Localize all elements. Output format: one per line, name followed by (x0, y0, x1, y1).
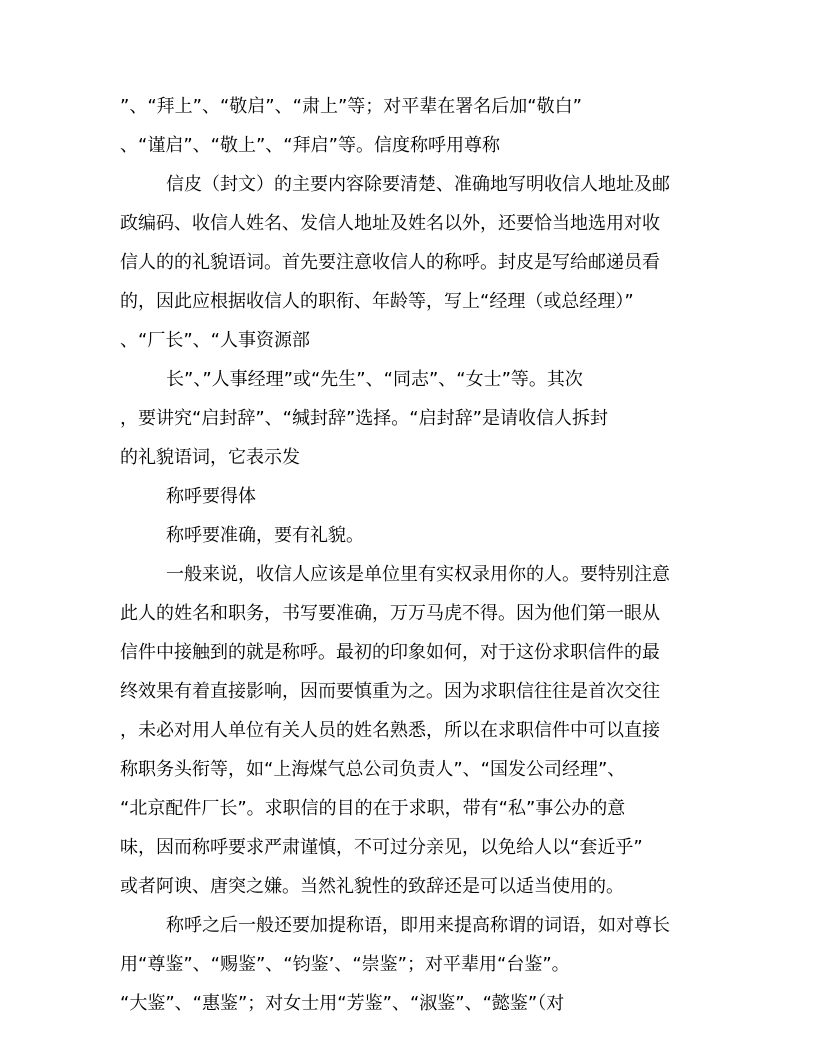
text-line: ”、“拜上”、“敬启”、“肃上”等；对平辈在署名后加“敬白” (120, 96, 582, 117)
text-line: 的，因此应根据收信人的职衔、年龄等，写上“经理（或总经理）” (120, 291, 634, 312)
text-line: “北京配件厂长”。求职信的目的在于求职，带有“私”事公办的意 (120, 798, 626, 819)
text-line: 的礼貌语词，它表示发 (120, 447, 300, 468)
text-line: 味，因而称呼要求严肃谨慎，不可过分亲见，以免给人以“套近乎” (120, 837, 643, 858)
text-line: 此人的姓名和职务，书写要准确，万万马虎不得。因为他们第一眼从 (120, 603, 660, 624)
paragraph-start-line: 长”、”人事经理”或“先生”、“同志”、“女士”等。其次 (166, 369, 583, 390)
paragraph-start-line: 信皮（封文）的主要内容除要清楚、准确地写明收信人地址及邮 (166, 174, 670, 195)
text-line: 政编码、收信人姓名、发信人地址及姓名以外，还要恰当地选用对收 (120, 213, 660, 234)
text-line: “大鉴”、“惠鉴”；对女士用“芳鉴”、“淑鉴”、“懿鉴”（对 (120, 993, 565, 1014)
text-line: ，要讲究“启封辞”、“缄封辞”选择。“启封辞”是请收信人拆封 (120, 408, 608, 429)
text-line: 终效果有着直接影响，因而要慎重为之。因为求职信往往是首次交往 (120, 681, 660, 702)
text-line: 信人的的礼貌语词。首先要注意收信人的称呼。封皮是写给邮递员看 (120, 252, 660, 273)
paragraph-start-line: 一般来说，收信人应该是单位里有实权录用你的人。要特别注意 (166, 564, 670, 585)
text-line: 信件中接触到的就是称呼。最初的印象如何，对于这份求职信件的最 (120, 642, 660, 663)
paragraph-start-line: 称呼要准确，要有礼貌。 (166, 525, 364, 546)
section-heading: 称呼要得体 (166, 486, 256, 507)
text-line: ，未必对用人单位有关人员的姓名熟悉，所以在求职信件中可以直接 (120, 720, 660, 741)
text-line: 或者阿谀、唐突之嫌。当然礼貌性的致辞还是可以适当使用的。 (120, 876, 624, 897)
text-line: 、“厂长”、“人事资源部 (120, 330, 310, 351)
paragraph-start-line: 称呼之后一般还要加提称语，即用来提高称谓的词语，如对尊长 (166, 915, 670, 936)
text-line: 用“尊鉴”、“赐鉴”、“钧鉴’、“崇鉴”；对平辈用“台鉴”。 (120, 954, 570, 975)
text-line: 、“谨启”、“敬上”、“拜启”等。信度称呼用尊称 (120, 135, 500, 156)
text-line: 称职务头衔等，如“上海煤气总公司负责人”、“国发公司经理”、 (120, 759, 626, 780)
